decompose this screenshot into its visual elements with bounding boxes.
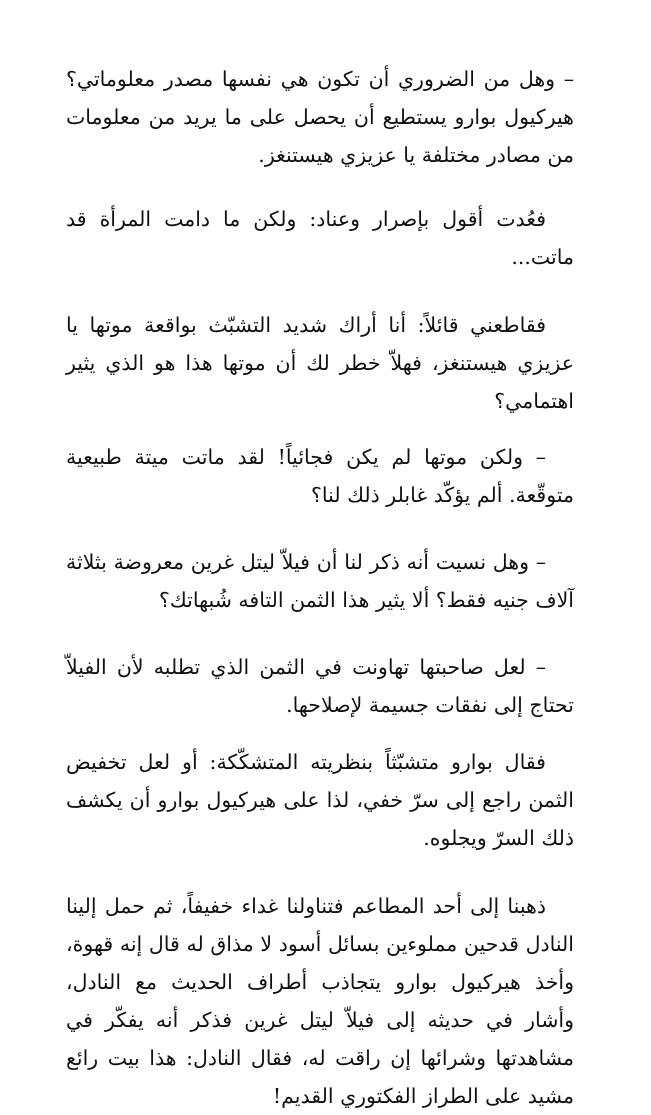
text-line: فقاطعني قائلاً: أنا أراك شديد التشبّث بواقعة موتها يا عزيزي (66, 313, 574, 375)
text-line: آلاف جنيه فقط؟ ألا يثير هذا الثمن التافه شُبهاتك؟ (158, 588, 574, 612)
narrative-paragraph (66, 306, 574, 420)
text-line: راجع إلى سرّ خفي، لذا على هيركيول بوارو أن يكشف ذلك (66, 788, 574, 850)
dialogue-paragraph (66, 543, 574, 619)
text-line: ألم يؤكّد غابلر ذلك لنا؟ (311, 483, 503, 507)
text-line: فقال بوارو متشبّثاً بنظريته المتشكّكة: أو لعل تخفيض الثمن (66, 750, 574, 812)
text-line: السرّ ويجلوه. (423, 826, 535, 850)
book-page (66, 60, 574, 1115)
narrative-paragraph (66, 887, 574, 1115)
dialogue-paragraph (66, 438, 574, 514)
text-line: – وهل نسيت أنه ذكر لنا أن فيلاّ ليتل غرين معروضة بثلاثة (66, 550, 546, 574)
narrative-paragraph (66, 200, 574, 276)
text-line: راقت له، فقال النادل: هذا بيت رائع مشيد على الطراز الفكتوري (66, 1046, 574, 1108)
dialogue-paragraph (66, 648, 574, 724)
dialogue-paragraph (66, 60, 574, 174)
text-line: القديم! (272, 1084, 334, 1108)
text-line: ذهبنا إلى أحد المطاعم فتناولنا غداء خفيفاً، ثم حمل إلينا (66, 894, 546, 918)
text-line: النادل قدحين مملوءين بسائل أسود لا مذاق له قال إنه قهوة، (66, 932, 574, 956)
text-line: – ولكن موتها لم يكن فجائياً! لقد ماتت ميتة طبيعية متوقّعة. (66, 445, 574, 507)
text-line: هيستنغز، فهلاّ خطر لك أن موتها هذا هو الذي يثير اهتمامي؟ (66, 351, 574, 413)
text-line: مصادر مختلفة يا عزيزي هيستنغز. (258, 143, 541, 167)
text-line: وأخذ هيركيول بوارو يتجاذب أطراف الحديث مع النادل، وأشار في (66, 970, 574, 1032)
text-line: حديثه إلى فيلاّ ليتل غرين فذكر أنه يفكّر في مشاهدتها وشرائها إن (66, 1008, 574, 1070)
text-line: تحتاج إلى نفقات جسيمة لإصلاحها. (286, 693, 574, 717)
text-line: هيركيول بوارو يستطيع أن يحصل على ما يريد من معلومات من (66, 105, 574, 167)
text-line: فعُدت أقول بإصرار وعناد: ولكن ما دامت المرأة قد (66, 207, 546, 231)
narrative-paragraph (66, 743, 574, 857)
text-line: – وهل من الضروري أن تكون هي نفسها مصدر معلوماتي؟ (66, 67, 574, 91)
text-line: ماتت... (511, 245, 574, 269)
text-line: – لعل صاحبتها تهاونت في الثمن الذي تطلبه لأن الفيلاّ (66, 655, 546, 679)
